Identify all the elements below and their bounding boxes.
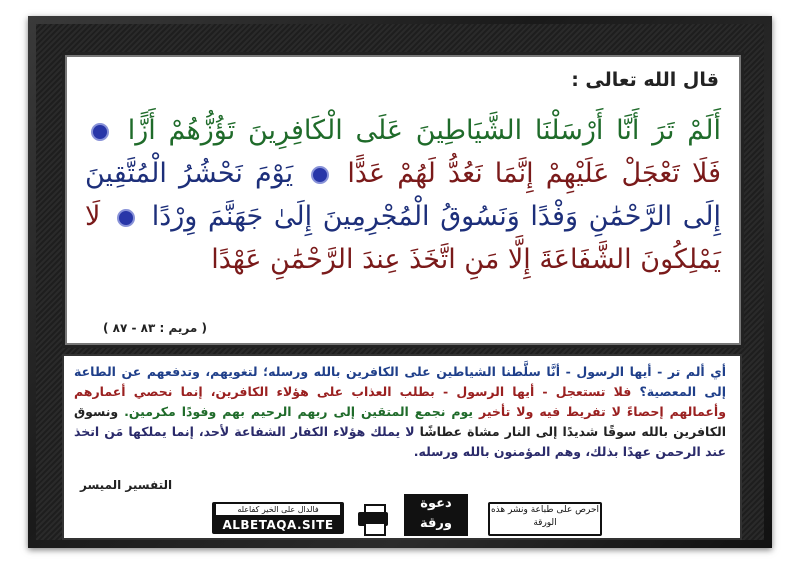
verse-marker-icon <box>91 123 109 141</box>
print-reminder: احرص على طباعة ونشر هذه الورقة <box>488 502 602 536</box>
verse-83: أَلَمْ تَرَ أَنَّا أَرْسَلْنَا الشَّيَاطِينَ عَلَى الْكَافِرِينَ تَؤُزُّهُمْ أَزًّا <box>127 115 721 146</box>
tafsir-source: التفسير الميسر <box>80 478 173 492</box>
tafsir-part-3: يوم نجمع المتقين إلى ربهم الرحيم بهم وفودًا مكرمين. <box>124 404 474 419</box>
verse-panel <box>62 52 744 348</box>
tafsir-part-4: ونسوق الكافرين بالله سوقًا شديدًا إلى النار مشاة عطاشًا <box>74 404 727 439</box>
verse-marker-icon <box>117 209 135 227</box>
tafsir-part-2: فلا تستعجل - أيها الرسول - بطلب العذاب على هؤلاء الكافرين، إنما نحصي أعمارهم وأعمالهم إحصاءً لا تفريط فيه ولا تأخير <box>74 384 726 419</box>
footer <box>212 494 672 538</box>
tafsir-text <box>74 362 726 462</box>
panel-title: قال الله تعالى : <box>571 69 719 91</box>
verse-marker-icon <box>311 166 329 184</box>
printer-icon <box>358 504 388 532</box>
surah-reference: ( مريم : ٨٣ - ٨٧ ) <box>103 321 207 335</box>
tafsir-part-5: لا يملك هؤلاء الكفار الشفاعة لأحد، إنما يملكها مَن اتخذ عند الرحمن عهدًا بذلك، وهم المؤمنون بالله ورسله. <box>74 424 726 459</box>
logo: دعوة ورقة <box>404 494 468 536</box>
verses <box>85 109 721 281</box>
site-url[interactable]: ALBETAQA.SITE <box>222 518 334 532</box>
site-tagline: فالدال على الخير كفاعله <box>216 504 340 515</box>
site-badge[interactable] <box>212 502 344 534</box>
verse-87: لَا يَمْلِكُونَ الشَّفَاعَةَ إِلَّا مَنِ اتَّخَذَ عِندَ الرَّحْمَٰنِ عَهْدًا <box>85 201 721 275</box>
verse-84: فَلَا تَعْجَلْ عَلَيْهِمْ إِنَّمَا نَعُدُّ لَهُمْ عَدًّا <box>347 158 721 189</box>
tafsir-part-1: أي ألم تر - أيها الرسول - أنَّا سلَّطنا الشياطين على الكافرين بالله ورسله؛ لتغويهم، وتدفعهم عن الطاعة إلى المعصية؟ <box>74 364 726 399</box>
verse-85-86: يَوْمَ نَحْشُرُ الْمُتَّقِينَ إِلَى الرَّحْمَٰنِ وَفْدًا وَنَسُوقُ الْمُجْرِمِينَ إِلَىٰ جَهَنَّمَ وِرْدًا <box>85 158 722 232</box>
